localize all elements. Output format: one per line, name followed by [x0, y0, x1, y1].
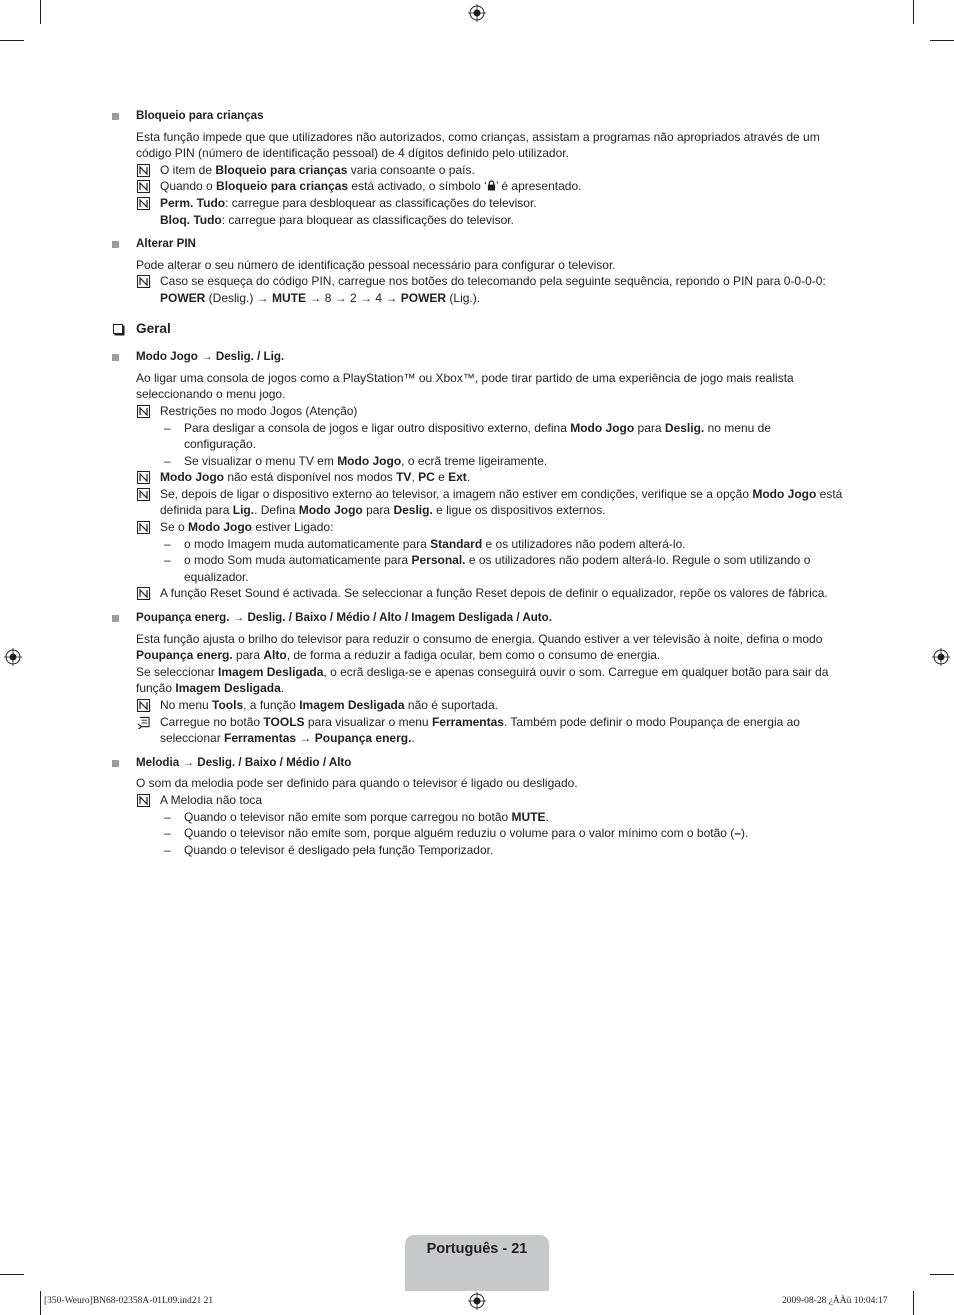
text-run: Ext: [448, 470, 467, 485]
registration-mark-icon: [468, 4, 486, 22]
text-run: Personal.: [411, 553, 466, 568]
dash-marker: –: [164, 809, 171, 824]
registration-mark-icon: [932, 648, 950, 666]
crop-mark-tl-h: [0, 40, 24, 41]
dash-item: [112, 420, 844, 453]
text-run: para visualizar o menu: [304, 714, 432, 729]
item-heading: [112, 108, 844, 125]
dash-marker: –: [164, 536, 171, 551]
text-run: PC: [418, 470, 435, 485]
dash-item: [112, 552, 844, 585]
checkbox-bullet-icon: [113, 324, 123, 334]
note-icon: [137, 521, 150, 534]
dash-marker: –: [164, 842, 171, 857]
text-run: .: [280, 681, 285, 696]
text-run: não é suportada.: [404, 698, 498, 712]
text-run: ).: [740, 826, 749, 841]
note-item: [112, 585, 844, 602]
text-run: . Defina: [254, 503, 299, 518]
spacer: [112, 228, 844, 236]
text-run: , a função: [243, 698, 300, 712]
text-run: Tools: [212, 698, 244, 712]
dash-marker: –: [164, 420, 171, 435]
text-run: .: [466, 470, 471, 485]
text-run: Se o: [160, 520, 189, 535]
text-run: Alto: [263, 648, 287, 663]
text-run: não está disponível nos modos: [223, 470, 397, 485]
print-slug-left: [350-Weuro]BN68-02358A-01L09.ind21 21: [44, 1296, 214, 1306]
text-run: Esta função ajusta o brilho do televisor para reduzir o consumo de energia. Quando estiver a ver televisão à noite, defina o modo: [136, 631, 823, 646]
text-run: está definida para: [160, 486, 843, 518]
text-run: varia consoante o país.: [347, 162, 475, 177]
crop-mark-tl-v: [40, 0, 41, 24]
page-number-tab: [405, 1235, 549, 1291]
dash-item: [112, 536, 844, 553]
bullet-square-icon: [112, 241, 119, 248]
text-run: POWER: [160, 290, 206, 305]
text-run: A função Reset Sound é activada. Se seleccionar a função Reset depois de definir o equalizador, repõe os valores de fábrica.: [160, 586, 828, 601]
tools-note-item: [112, 714, 844, 747]
text-run: Melodia → Deslig. / Baixo / Médio / Alto: [136, 755, 352, 769]
text-run: : carregue para bloquear as classificações do televisor.: [221, 212, 514, 227]
text-run: e os utilizadores não podem alterá-lo. Regule o som utilizando o equalizador.: [184, 553, 811, 584]
tools-icon: [137, 716, 150, 729]
crop-mark-tr-h: [930, 40, 954, 41]
text-run: Esta função impede que que utilizadores não autorizados, como crianças, assistam a programas não apropriados através de um código PIN (número de identificação pessoal) de 4 dígitos definido pelo utilizador.: [136, 129, 820, 161]
text-run: , o ecrã treme ligeiramente.: [401, 453, 548, 468]
text-run: TOOLS: [263, 714, 305, 729]
text-run: A Melodia não toca: [160, 792, 263, 807]
item-heading: [112, 349, 844, 366]
text-run: Alterar PIN: [136, 237, 196, 251]
text-run: Ao ligar uma consola de jogos como a PlayStation™ ou Xbox™, pode tirar partido de uma experiência de jogo mais realista seleccionando o menu jogo.: [136, 370, 794, 402]
bullet-square-icon: [112, 113, 119, 120]
text-run: , de forma a reduzir a fadiga ocular, bem como o consumo de energia.: [286, 648, 661, 663]
text-run: para: [362, 503, 394, 518]
text-run: .: [545, 809, 549, 824]
note-item: [112, 403, 844, 420]
text-run: para: [634, 420, 665, 435]
text-run: Modo Jogo: [570, 420, 635, 435]
note-icon: [137, 405, 150, 418]
registration-mark-icon: [468, 1292, 486, 1310]
dash-marker: –: [164, 826, 171, 841]
text-run: para: [232, 648, 264, 663]
text-run: Pode alterar o seu número de identificação pessoal necessário para configurar o televisor.: [136, 257, 616, 272]
text-run: Quando o televisor não emite som, porque alguém reduziu o volume para o valor mínimo com o botão (: [184, 826, 735, 841]
text-run: Poupança energ. → Deslig. / Baixo / Médio / Alto / Imagem Desligada / Auto.: [136, 611, 552, 625]
crop-mark-bl-h: [0, 1274, 24, 1275]
text-run: Bloqueio para crianças: [216, 179, 349, 194]
text-run: e os utilizadores não podem alterá-lo.: [482, 536, 686, 551]
text-run: ,: [411, 470, 419, 485]
note-item: [112, 195, 844, 228]
item-heading: [112, 755, 844, 772]
text-run: Ferramentas: [431, 714, 504, 729]
text-run: estiver Ligado:: [252, 520, 334, 535]
text-run: Caso se esqueça do código PIN, carregue nos botões do telecomando pela seguinte sequência, repondo o PIN para 0-0-0-0:: [160, 274, 826, 289]
spacer: [112, 747, 844, 755]
text-run: Ferramentas → Poupança energ.: [224, 731, 412, 746]
spacer: [112, 341, 844, 349]
text-run: O som da melodia pode ser definido para quando o televisor é ligado ou desligado.: [136, 776, 578, 791]
note-icon: [137, 488, 150, 501]
text-run: TV: [396, 470, 412, 485]
text-run: Quando o: [160, 179, 217, 194]
text-run: Modo Jogo: [188, 520, 253, 535]
text-run: Modo Jogo → Deslig. / Lig.: [136, 350, 285, 364]
text-run: → 8 → 2 → 4 →: [306, 290, 401, 305]
text-run: está activado, o símbolo ‘: [348, 179, 487, 194]
bullet-square-icon: [112, 760, 119, 767]
text-run: Para desligar a consola de jogos e ligar outro dispositivo externo, defina: [184, 420, 571, 435]
paragraph: [112, 370, 844, 403]
dash-item: [112, 825, 844, 842]
dash-item: [112, 842, 844, 859]
text-run: Bloqueio para crianças: [215, 162, 348, 177]
text-run: . Também pode definir o modo Poupança de energia ao seleccionar: [160, 714, 800, 746]
crop-mark-br-h: [930, 1274, 954, 1275]
text-run: Bloq. Tudo: [160, 212, 222, 227]
text-run: (Deslig.) →: [205, 290, 273, 305]
paragraph: [112, 257, 844, 274]
text-run: Standard: [430, 536, 483, 551]
item-heading: [112, 610, 844, 627]
text-run: : carregue para desbloquear as classificações do televisor.: [225, 195, 537, 210]
page-label: Português - 21: [426, 1241, 528, 1257]
dash-item: [112, 809, 844, 826]
note-item: [112, 792, 844, 809]
bullet-square-icon: [112, 354, 119, 361]
text-run: e ligue os dispositivos externos.: [432, 503, 606, 518]
text-run: ’ é apresentado.: [495, 179, 582, 194]
item-heading: [112, 236, 844, 253]
crop-mark-br-v: [913, 1291, 914, 1315]
section-heading: [112, 321, 844, 338]
note-item: [112, 519, 844, 536]
text-run: Se seleccionar: [136, 664, 219, 679]
text-run: Restrições no modo Jogos (Atenção): [160, 403, 358, 418]
text-run: O item de: [160, 162, 216, 177]
text-run: no menu de configuração.: [184, 420, 771, 452]
paragraph: [112, 129, 844, 162]
text-run: Deslig.: [664, 420, 705, 435]
text-run: Modo Jogo: [298, 503, 363, 518]
text-run: Quando o televisor não emite som porque carregou no botão: [184, 809, 512, 824]
lock-icon: [487, 180, 496, 191]
text-run: , o ecrã desliga-se e apenas conseguirá ouvir o som. Carregue em qualquer botão para sair da função: [136, 664, 829, 696]
text-run: Bloqueio para crianças: [136, 109, 264, 122]
text-run: Geral: [136, 320, 171, 336]
text-run: Imagem Desligada: [175, 681, 281, 696]
note-icon: [137, 794, 150, 807]
text-run: o modo Som muda automaticamente para: [184, 553, 412, 568]
text-run: Poupança energ.: [136, 648, 233, 663]
paragraph: [112, 664, 844, 697]
note-item: [112, 486, 844, 519]
print-slug-right: 2009-08-28 ¿ÀÀü 10:04:17: [782, 1296, 888, 1306]
note-icon: [137, 197, 150, 210]
note-item: [112, 697, 844, 714]
bullet-square-icon: [112, 615, 119, 622]
note-icon: [137, 180, 150, 193]
text-run: Se visualizar o menu TV em: [184, 453, 338, 468]
registration-mark-icon: [4, 648, 22, 666]
dash-marker: –: [164, 453, 171, 468]
note-icon: [137, 587, 150, 600]
text-run: MUTE: [511, 809, 546, 824]
paragraph: [112, 775, 844, 792]
text-run: Modo Jogo: [752, 486, 817, 501]
text-run: Perm. Tudo: [160, 195, 226, 210]
text-run: –: [734, 826, 741, 841]
text-run: e: [434, 470, 449, 485]
note-item: [112, 178, 844, 195]
text-run: MUTE: [272, 290, 307, 305]
text-run: Carregue no botão: [160, 714, 264, 729]
text-run: Lig.: [232, 503, 255, 518]
note-icon: [137, 699, 150, 712]
text-run: .: [411, 731, 415, 746]
text-run: Imagem Desligada: [299, 698, 405, 712]
note-icon: [137, 471, 150, 484]
text-run: Deslig.: [393, 503, 433, 518]
note-item: [112, 273, 844, 306]
text-run: Imagem Desligada: [218, 664, 324, 679]
text-run: Modo Jogo: [160, 470, 224, 485]
text-run: o modo Imagem muda automaticamente para: [184, 536, 431, 551]
crop-mark-bl-v: [40, 1291, 41, 1315]
crop-mark-tr-v: [913, 0, 914, 24]
note-item: [112, 162, 844, 179]
text-run: Se, depois de ligar o dispositivo externo ao televisor, a imagem não estiver em condições, verifique se a opção: [160, 486, 753, 501]
note-icon: [137, 275, 150, 288]
manual-content: [112, 108, 844, 858]
text-run: No menu: [160, 698, 213, 712]
note-icon: [137, 164, 150, 177]
dash-item: [112, 453, 844, 470]
text-run: POWER: [400, 290, 447, 305]
spacer: [112, 602, 844, 610]
text-run: Quando o televisor é desligado pela função Temporizador.: [184, 842, 494, 857]
dash-marker: –: [164, 553, 171, 568]
text-run: (Lig.).: [446, 290, 481, 305]
paragraph: [112, 631, 844, 664]
text-run: Modo Jogo: [337, 453, 402, 468]
note-item: [112, 469, 844, 486]
